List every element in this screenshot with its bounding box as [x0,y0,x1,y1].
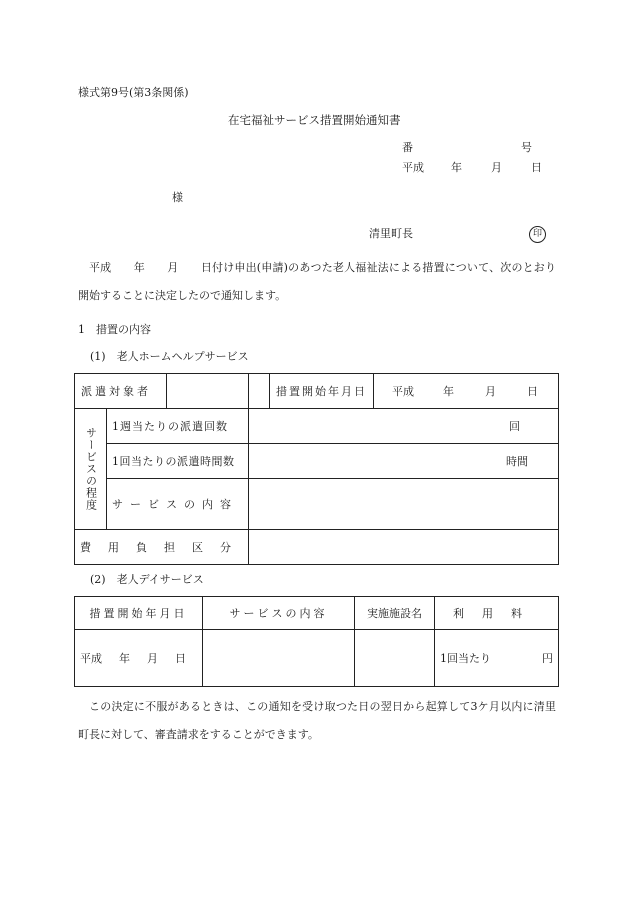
document-title: 在宅福祉サービス措置開始通知書 [228,113,401,127]
sub2-heading: (2) 老人デイサービス [90,573,204,586]
per-visit-hours-label: 1回当たりの派遣時間数 [107,444,249,479]
start-date-label: 措置開始年月日 [276,385,367,398]
number-label: 番 [402,141,413,154]
weekly-count-value[interactable] [249,409,559,444]
start-date-value[interactable] [374,374,559,409]
cost-category-label: 費用負担区分 [75,530,249,565]
intro-paragraph: 平成 年 月 日付け申出(申請)のあつた老人福祉法による措置について、次のとおり開始することに決定したので通知します。 [78,261,556,302]
service-degree-label: サービスの程度 [84,427,98,511]
date-year: 年 [451,161,462,174]
col-usage-fee: 利用料 [435,597,559,630]
col-facility-name: 実施施設名 [355,597,435,630]
date-month: 月 [491,161,502,174]
home-help-table [74,373,559,565]
number-suffix: 号 [521,141,532,154]
service-content-label: サービスの内容 [107,479,249,530]
sub1-heading: (1) 老人ホームヘルプサービス [90,350,249,363]
sender-name: 清里町長 [369,227,413,240]
col-start-date: 措置開始年月日 [75,597,203,630]
closing-paragraph: この決定に不服があるときは、この通知を受け取つた日の翌日から起算して3ケ月以内に清里町長に対して、審査請求をすることができます。 [78,700,556,741]
service-content-value[interactable] [249,479,559,530]
ds-date-month: 月 [147,652,158,665]
weekly-count-label: 1週当たりの派遣回数 [107,409,249,444]
facility-name-value[interactable] [355,630,435,687]
per-visit-hours-value[interactable] [249,444,559,479]
start-date-day: 日 [527,385,538,398]
seal-mark: 印 [529,226,546,243]
form-number: 様式第9号(第3条関係) [78,86,189,99]
start-date-era: 平成 [392,385,414,398]
issue-date [402,161,542,175]
ds-date-year: 年 [119,652,130,665]
usage-fee-value[interactable] [435,630,559,687]
start-date-year: 年 [443,385,454,398]
service-degree-cell [75,409,107,530]
start-date-month: 月 [485,385,496,398]
day-service-table [74,596,559,687]
day-service-content-value[interactable] [203,630,355,687]
fee-unit: 円 [542,652,553,665]
date-era: 平成 [402,161,424,174]
dispatch-target-value-tail[interactable] [249,374,270,408]
fee-prefix: 1回当たり [440,652,491,665]
addressee-suffix: 様 [172,191,183,204]
per-visit-hours-unit: 時間 [506,455,528,468]
number-line [402,141,532,155]
weekly-count-unit: 回 [509,420,520,433]
day-service-start-date[interactable] [75,630,203,687]
ds-date-era: 平成 [80,652,102,665]
cost-category-value[interactable] [249,530,559,565]
date-day: 日 [531,161,542,174]
section1-heading: 1 措置の内容 [78,323,151,336]
ds-date-day: 日 [175,652,186,665]
dispatch-target-label: 派遣対象者 [75,374,167,408]
col-service-content: サービスの内容 [203,597,355,630]
dispatch-target-value[interactable] [167,374,248,408]
